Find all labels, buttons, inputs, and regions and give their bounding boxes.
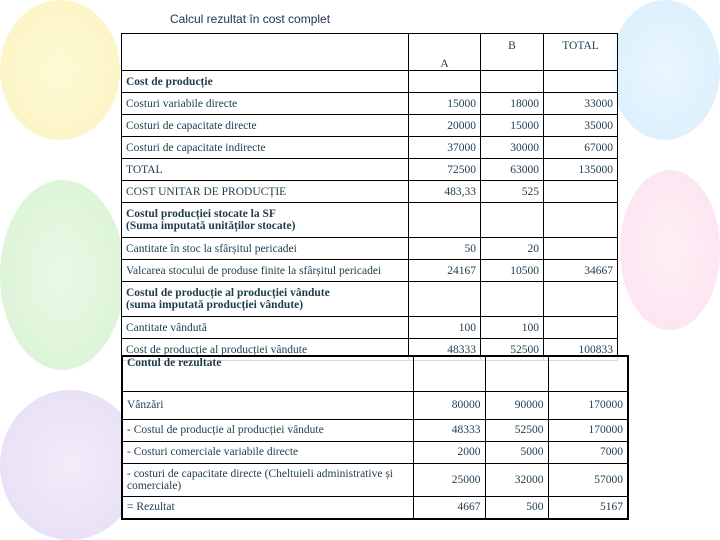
value-total: 34667	[544, 260, 618, 282]
value-total	[544, 181, 618, 203]
table-row	[122, 115, 618, 137]
table-row	[122, 317, 618, 339]
table-row	[122, 260, 618, 282]
value-total: 67000	[544, 137, 618, 159]
value-b: 90000	[485, 391, 548, 419]
value-a: 483,33	[409, 181, 481, 203]
value-b: 18000	[481, 93, 544, 115]
value-a: 50	[409, 238, 481, 260]
value-a: 37000	[409, 137, 481, 159]
value-total: 170000	[548, 391, 628, 419]
value-b: 63000	[481, 159, 544, 181]
value-b: 5000	[485, 441, 548, 463]
row-label: COST UNITAR DE PRODUCȚIE	[122, 181, 409, 203]
value-b: 52500	[481, 339, 544, 361]
value-b: 10500	[481, 260, 544, 282]
value-a: 24167	[409, 260, 481, 282]
value-b: 100	[481, 317, 544, 339]
value-total: 7000	[548, 441, 628, 463]
value-total	[544, 238, 618, 260]
decorative-balloon	[610, 0, 720, 140]
row-label: Cantitate vândută	[122, 317, 409, 339]
row-label: - Costul de producție al producției vândute	[122, 419, 413, 441]
decorative-balloon	[620, 170, 720, 330]
value-a: 4667	[413, 496, 485, 519]
row-label: Costuri de capacitate directe	[122, 115, 409, 137]
row-label: Cost de producție al producției vândute	[122, 339, 409, 361]
value-b: 52500	[485, 419, 548, 441]
table-row	[122, 463, 628, 496]
section-title: Contul de rezultate	[122, 356, 413, 391]
value-total: 35000	[544, 115, 618, 137]
value-a: 2000	[413, 441, 485, 463]
value-b: 525	[481, 181, 544, 203]
row-label: Costuri de capacitate indirecte	[122, 137, 409, 159]
value-a: 25000	[413, 463, 485, 496]
value-a: 48333	[409, 339, 481, 361]
slide-title: Calcul rezultat în cost complet	[170, 12, 331, 26]
value-a: 72500	[409, 159, 481, 181]
row-label: = Rezultat	[122, 496, 413, 519]
table-row	[122, 159, 618, 181]
section-title: Costul producției stocate la SF (Suma imputată unităților stocate)	[122, 203, 409, 238]
value-a: 48333	[413, 419, 485, 441]
table-row	[122, 419, 628, 441]
value-b: 15000	[481, 115, 544, 137]
value-b: 30000	[481, 137, 544, 159]
value-total: 135000	[544, 159, 618, 181]
value-b: 20	[481, 238, 544, 260]
row-label: - costuri de capacitate directe (Cheltuieli administrative și comerciale)	[122, 463, 413, 496]
decorative-balloon	[0, 0, 120, 140]
table-row	[122, 391, 628, 419]
table-row	[122, 441, 628, 463]
value-b: 32000	[485, 463, 548, 496]
value-total: 33000	[544, 93, 618, 115]
row-label: Valcarea stocului de produse finite la sfârșitul pericadei	[122, 260, 409, 282]
value-a: 20000	[409, 115, 481, 137]
value-total: 100833	[544, 339, 618, 361]
col-a-header: A	[409, 34, 481, 71]
value-b: 500	[485, 496, 548, 519]
row-label: TOTAL	[122, 159, 409, 181]
table-row	[122, 137, 618, 159]
row-label: Costuri variabile directe	[122, 93, 409, 115]
col-b-header: B	[481, 34, 544, 71]
row-label: Cantitate în stoc la sfârșitul pericadei	[122, 238, 409, 260]
table-row	[122, 238, 618, 260]
section-title: Costul de producție al producției vândute (suma imputată producției vândute)	[122, 282, 409, 317]
value-a: 15000	[409, 93, 481, 115]
table-row	[122, 93, 618, 115]
value-a: 100	[409, 317, 481, 339]
result-account-table	[121, 355, 629, 520]
table-row	[122, 181, 618, 203]
value-a: 80000	[413, 391, 485, 419]
row-label: - Costuri comerciale variabile directe	[122, 441, 413, 463]
table-row	[122, 496, 628, 519]
decorative-balloon	[0, 390, 140, 540]
value-total: 57000	[548, 463, 628, 496]
decorative-balloon	[0, 180, 125, 370]
col-total-header: TOTAL	[544, 34, 618, 71]
cost-table	[121, 33, 618, 361]
value-total: 170000	[548, 419, 628, 441]
section-title: Cost de producție	[122, 71, 409, 93]
value-total: 5167	[548, 496, 628, 519]
value-total	[544, 317, 618, 339]
row-label: Vânzări	[122, 391, 413, 419]
